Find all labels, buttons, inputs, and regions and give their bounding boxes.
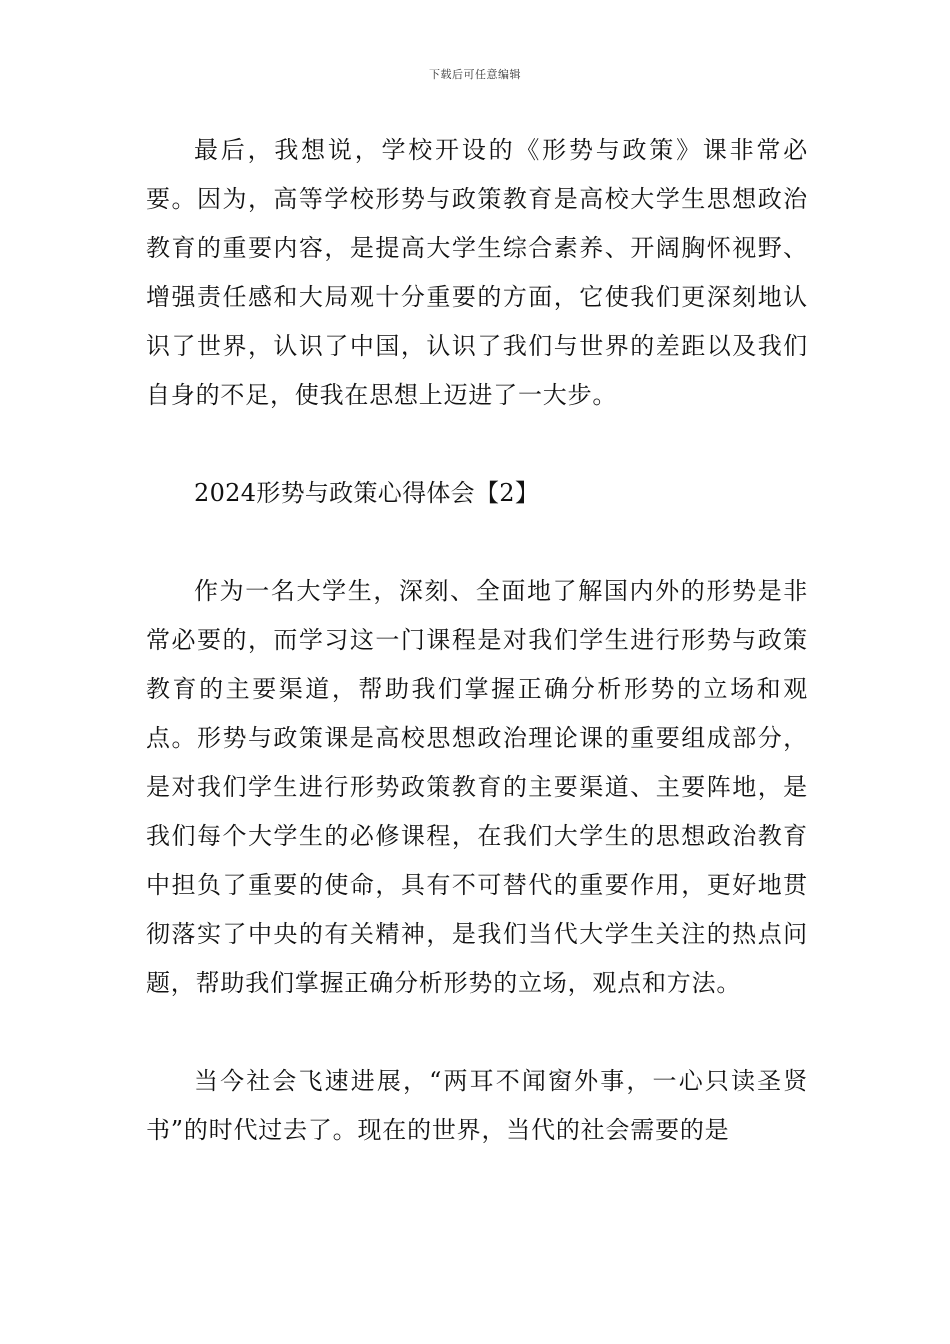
paragraph-spacer <box>146 518 808 567</box>
paragraph-spacer <box>146 1008 808 1057</box>
paragraph-spacer <box>146 420 808 469</box>
document-body <box>146 126 808 1155</box>
paragraph-conclusion: 最后，我想说，学校开设的《形势与政策》课非常必要。因为，高等学校形势与政策教育是高校大学生思想政治教育的重要内容，是提高大学生综合素养、开阔胸怀视野、增强责任感和大局观十分重要的方面，它使我们更深刻地认识了世界，认识了中国，认识了我们与世界的差距以及我们自身的不足，使我在思想上迈进了一大步。 <box>146 136 808 409</box>
paragraph-student-perspective: 作为一名大学生，深刻、全面地了解国内外的形势是非常必要的，而学习这一门课程是对我们学生进行形势与政策教育的主要渠道，帮助我们掌握正确分析形势的立场和观点。形势与政策课是高校思想政治理论课的重要组成部分，是对我们学生进行形势政策教育的主要渠道、主要阵地，是我们每个大学生的必修课程，在我们大学生的思想政治教育中担负了重要的使命，具有不可替代的重要作用，更好地贯彻落实了中央的有关精神，是我们当代大学生关注的热点问题，帮助我们掌握正确分析形势的立场，观点和方法。 <box>146 577 808 997</box>
page-header: 下载后可任意编辑 <box>429 68 521 81</box>
paragraph-society: 当今社会飞速进展，“两耳不闻窗外事，一心只读圣贤书”的时代过去了。现在的世界，当代的社会需要的是 <box>146 1067 808 1144</box>
section-heading: 2024形势与政策心得体会【2】 <box>194 479 540 507</box>
